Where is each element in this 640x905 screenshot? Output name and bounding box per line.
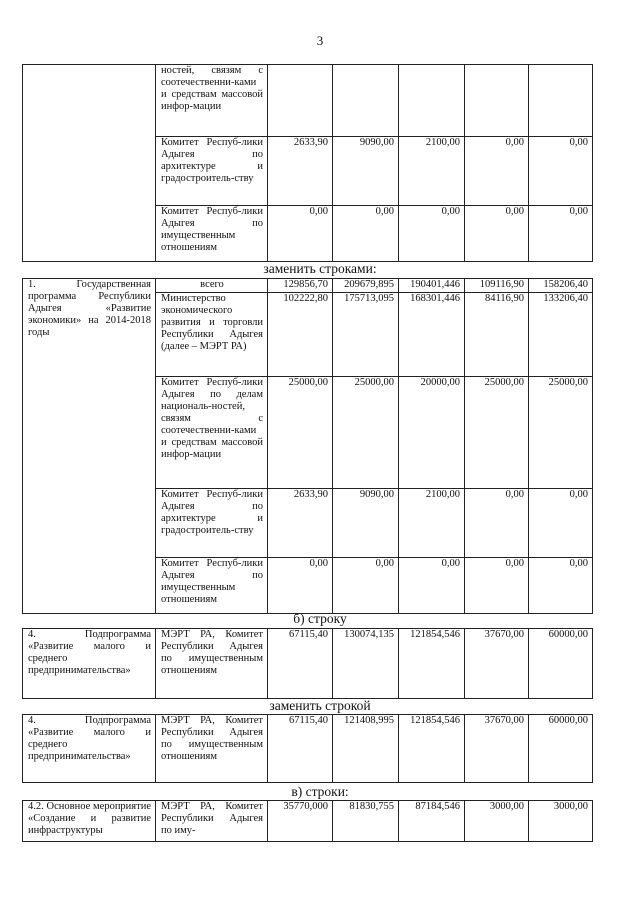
value-cell: 0,00: [465, 558, 529, 614]
value-cell: 0,00: [399, 206, 465, 262]
value-cell: 0,00: [268, 558, 333, 614]
value-cell: 2633,90: [268, 137, 333, 206]
value-cell: 67115,40: [268, 715, 333, 783]
value-cell: 0,00: [465, 137, 529, 206]
value-cell: 0,00: [465, 206, 529, 262]
value-cell: 20000,00: [399, 377, 465, 489]
program-table: [22, 278, 593, 614]
program-title-cell: 4.2. Основное мероприятие «Создание и развитие инфраструктуры: [23, 801, 156, 842]
value-cell: 0,00: [399, 558, 465, 614]
value-cell: 0,00: [529, 206, 593, 262]
program-title-cell: 4. Подпрограмма «Развитие малого и среднего предпринимательства»: [23, 715, 156, 783]
table-row: [23, 279, 593, 293]
org-cell: Комитет Респуб-лики Адыгея по архитектуре и градостроитель-ству: [156, 489, 268, 558]
value-cell: 0,00: [529, 489, 593, 558]
value-cell: [399, 65, 465, 137]
value-cell: [465, 65, 529, 137]
value-cell: 209679,895: [333, 279, 399, 293]
table-row: [23, 629, 593, 699]
value-cell: 168301,446: [399, 293, 465, 377]
value-cell: 0,00: [529, 137, 593, 206]
value-cell: 109116,90: [465, 279, 529, 293]
old-rows-table: [22, 64, 593, 262]
value-cell: 3000,00: [529, 801, 593, 842]
program-title-cell: 1. Государственная программа Республики Адыгея «Развитие экономики» на 2014-2018 годы: [23, 279, 156, 614]
value-cell: 9090,00: [333, 137, 399, 206]
value-cell: 130074,135: [333, 629, 399, 699]
value-cell: 2633,90: [268, 489, 333, 558]
value-cell: 0,00: [529, 558, 593, 614]
org-cell: всего: [156, 279, 268, 293]
value-cell: 0,00: [333, 558, 399, 614]
caption-b: б) строку: [293, 611, 347, 626]
value-cell: 121854,546: [399, 715, 465, 783]
table-row: [23, 65, 593, 137]
value-cell: 0,00: [333, 206, 399, 262]
org-cell: ностей, связям с соотечественни-ками и средствам массовой инфор-мации: [156, 65, 268, 137]
value-cell: 25000,00: [333, 377, 399, 489]
org-cell: Министерство экономического развития и торговли Республики Адыгея (далее – МЭРТ РА): [156, 293, 268, 377]
table-row: [23, 715, 593, 783]
caption-replace-row: заменить строкой: [269, 698, 371, 713]
caption-replace-rows: заменить строками:: [263, 261, 377, 276]
value-cell: 121854,546: [399, 629, 465, 699]
value-cell: 60000,00: [529, 629, 593, 699]
table-row: [23, 801, 593, 842]
value-cell: [268, 65, 333, 137]
value-cell: 25000,00: [529, 377, 593, 489]
org-cell: Комитет Респуб-лики Адыгея по имущественным отношениям: [156, 206, 268, 262]
caption-v: в) строки:: [291, 784, 349, 799]
org-cell: Комитет Респуб-лики Адыгея по делам националь-ностей, связям с соотечественни-ками и средствам массовой инфор-мации: [156, 377, 268, 489]
page-number: 3: [316, 33, 324, 48]
value-cell: 81830,755: [333, 801, 399, 842]
program-cell: [23, 65, 156, 262]
value-cell: 60000,00: [529, 715, 593, 783]
org-cell: МЭРТ РА, Комитет Республики Адыгея по иму-: [156, 801, 268, 842]
value-cell: 2100,00: [399, 137, 465, 206]
value-cell: 37670,00: [465, 629, 529, 699]
value-cell: 87184,546: [399, 801, 465, 842]
subprogram-new-table: [22, 714, 593, 783]
value-cell: 2100,00: [399, 489, 465, 558]
value-cell: 190401,446: [399, 279, 465, 293]
subprogram-old-table: [22, 628, 593, 699]
value-cell: 84116,90: [465, 293, 529, 377]
value-cell: 121408,995: [333, 715, 399, 783]
value-cell: [529, 65, 593, 137]
org-cell: МЭРТ РА, Комитет Республики Адыгея по имущественным отношениям: [156, 715, 268, 783]
value-cell: 25000,00: [465, 377, 529, 489]
value-cell: 3000,00: [465, 801, 529, 842]
org-cell: Комитет Респуб-лики Адыгея по архитектуре и градостроитель-ству: [156, 137, 268, 206]
value-cell: 0,00: [268, 206, 333, 262]
value-cell: 37670,00: [465, 715, 529, 783]
value-cell: 102222,80: [268, 293, 333, 377]
value-cell: 175713,095: [333, 293, 399, 377]
value-cell: [333, 65, 399, 137]
program-title-cell: 4. Подпрограмма «Развитие малого и среднего предпринимательства»: [23, 629, 156, 699]
value-cell: 67115,40: [268, 629, 333, 699]
activity-table: [22, 800, 593, 842]
value-cell: 0,00: [465, 489, 529, 558]
value-cell: 129856,70: [268, 279, 333, 293]
value-cell: 35770,000: [268, 801, 333, 842]
value-cell: 133206,40: [529, 293, 593, 377]
org-cell: МЭРТ РА, Комитет Республики Адыгея по имущественным отношениям: [156, 629, 268, 699]
value-cell: 158206,40: [529, 279, 593, 293]
value-cell: 25000,00: [268, 377, 333, 489]
value-cell: 9090,00: [333, 489, 399, 558]
org-cell: Комитет Респуб-лики Адыгея по имущественным отношениям: [156, 558, 268, 614]
